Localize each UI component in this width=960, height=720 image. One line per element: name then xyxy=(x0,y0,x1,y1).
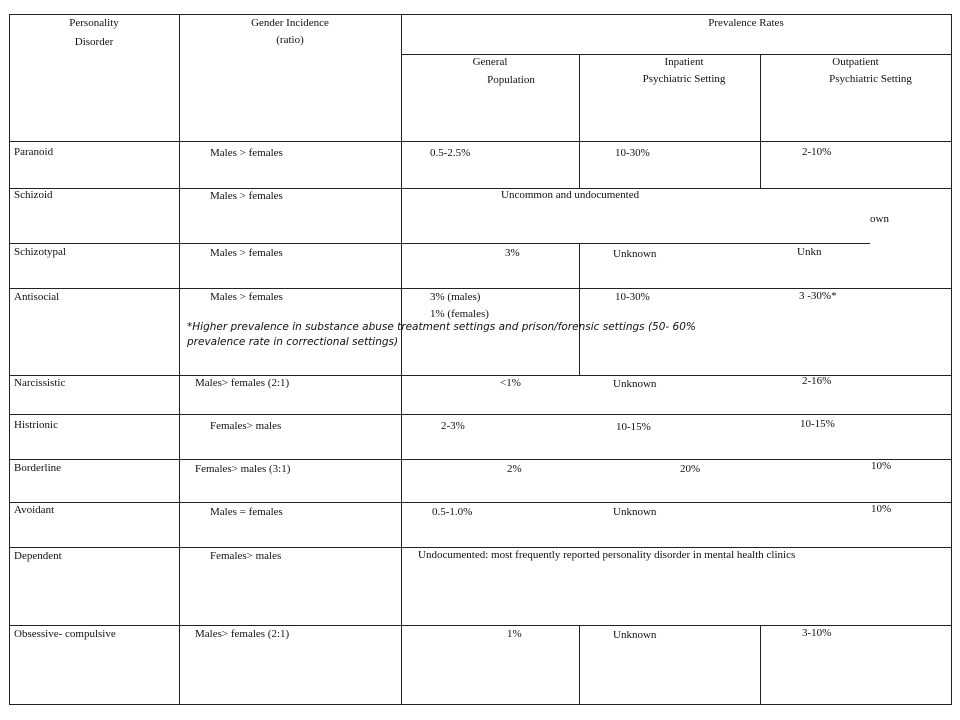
outpatient-cell: 2-10% xyxy=(802,146,832,158)
row-divider xyxy=(9,459,952,460)
header-gender-line1: Gender Incidence xyxy=(251,17,329,29)
disorder-cell: Borderline xyxy=(14,462,62,474)
column-divider xyxy=(179,14,180,704)
table-border-left xyxy=(9,14,10,704)
outpatient-cell: 2-16% xyxy=(802,375,832,387)
header-inpatient-line2: Psychiatric Setting xyxy=(642,73,726,85)
gender-cell: Males> females (2:1) xyxy=(195,628,290,640)
stray-text-fragment: own xyxy=(870,213,889,225)
inpatient-cell: 10-15% xyxy=(616,421,651,433)
gender-cell: Males > females xyxy=(210,291,283,303)
table-border-top xyxy=(9,14,952,15)
header-prevalence-rates: Prevalence Rates xyxy=(708,17,784,29)
gender-cell: Males > females xyxy=(210,190,283,202)
footnote-line1: *Higher prevalence in substance abuse treatment settings and prison/forensic settings (50- 60% xyxy=(187,321,696,333)
inpatient-cell: 20% xyxy=(680,463,701,475)
outpatient-cell: Unkn xyxy=(797,246,822,258)
disorder-cell: Schizoid xyxy=(14,189,53,201)
header-general-line2: Population xyxy=(487,74,535,86)
inpatient-cell: Unknown xyxy=(613,378,657,390)
disorder-cell: Avoidant xyxy=(14,504,55,516)
general-cell: 0.5-2.5% xyxy=(430,147,471,159)
column-divider xyxy=(579,625,580,704)
outpatient-cell: 10% xyxy=(871,460,892,472)
gender-cell: Males > females xyxy=(210,147,283,159)
outpatient-cell: 10-15% xyxy=(800,418,835,430)
gender-cell: Females> males xyxy=(210,420,282,432)
disorder-cell: Schizotypal xyxy=(14,246,66,258)
header-disorder-line2: Disorder xyxy=(74,36,114,48)
disorder-cell: Narcissistic xyxy=(14,377,66,389)
inpatient-cell: 10-30% xyxy=(615,147,650,159)
inpatient-cell: Unknown xyxy=(613,248,657,260)
footnote-line2: prevalence rate in correctional settings) xyxy=(187,336,399,348)
outpatient-cell: 10% xyxy=(871,503,892,515)
table-border-bottom xyxy=(9,704,952,705)
header-gender-line2: (ratio) xyxy=(276,34,304,46)
gender-cell: Females> males (3:1) xyxy=(195,463,291,475)
gender-cell: Males > females xyxy=(210,247,283,259)
general-cell: 2-3% xyxy=(441,420,465,432)
merged-prevalence-cell: Uncommon and undocumented xyxy=(501,189,640,201)
disorder-cell: Paranoid xyxy=(14,146,54,158)
header-inpatient-line1: Inpatient xyxy=(664,56,704,68)
outpatient-cell: 3-10% xyxy=(802,627,832,639)
general-cell: 3% xyxy=(505,247,520,259)
disorder-cell: Antisocial xyxy=(14,291,60,303)
row-divider xyxy=(9,243,870,244)
row-divider xyxy=(9,414,952,415)
general-cell: 2% xyxy=(507,463,522,475)
header-outpatient-line1: Outpatient xyxy=(832,56,879,68)
merged-prevalence-cell: Undocumented: most frequently reported personality disorder in mental health clinics xyxy=(418,549,796,561)
gender-cell: Females> males xyxy=(210,550,282,562)
column-divider xyxy=(760,625,761,704)
header-disorder-line1: Personality xyxy=(69,17,119,29)
inpatient-cell: Unknown xyxy=(613,506,657,518)
disorder-cell: Obsessive- compulsive xyxy=(14,628,116,640)
header-outpatient-line2: Psychiatric Setting xyxy=(829,73,912,85)
column-divider xyxy=(401,14,402,704)
general-cell-females: 1% (females) xyxy=(430,308,489,320)
inpatient-cell: 10-30% xyxy=(615,291,650,303)
header-general-line1: General xyxy=(472,56,508,68)
outpatient-cell: 3 -30%* xyxy=(799,290,837,302)
table-border-right xyxy=(951,14,952,704)
general-cell: 1% xyxy=(507,628,522,640)
column-divider xyxy=(579,243,580,375)
row-divider xyxy=(9,502,952,503)
disorder-cell: Histrionic xyxy=(14,419,58,431)
general-cell-males: 3% (males) xyxy=(430,291,481,303)
gender-cell: Males> females (2:1) xyxy=(195,377,290,389)
row-divider xyxy=(9,188,952,189)
row-divider xyxy=(9,141,952,142)
general-cell: <1% xyxy=(500,377,521,389)
disorder-cell: Dependent xyxy=(14,550,62,562)
gender-cell: Males = females xyxy=(210,506,283,518)
inpatient-cell: Unknown xyxy=(613,629,657,641)
general-cell: 0.5-1.0% xyxy=(432,506,473,518)
